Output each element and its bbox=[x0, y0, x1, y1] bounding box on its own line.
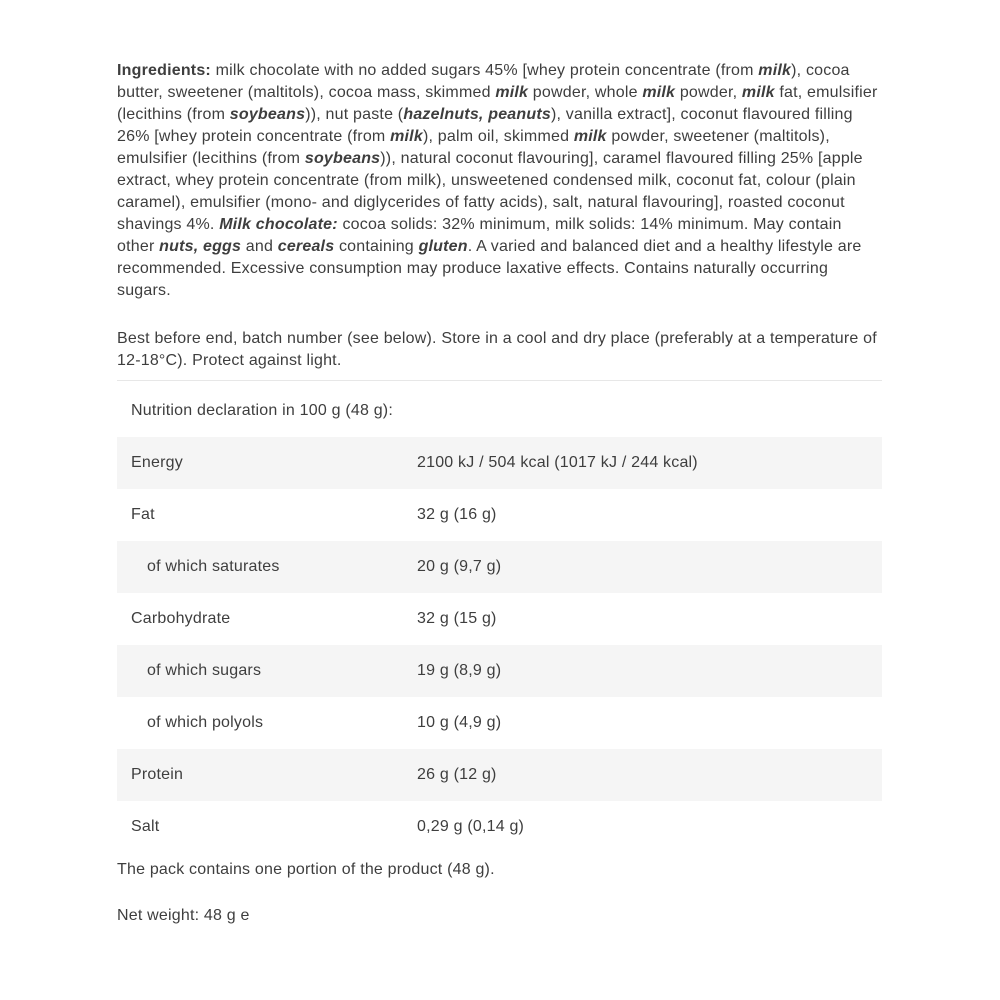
nutrient-label: Carbohydrate bbox=[131, 610, 231, 627]
text-segment: milk bbox=[758, 62, 792, 79]
text-segment: milk bbox=[390, 128, 423, 145]
text-segment: ), cocoa butter, sweetener (maltitols), cocoa mass, skimmed bbox=[117, 62, 850, 101]
text-segment: nuts, eggs bbox=[159, 238, 242, 255]
nutrition-section bbox=[117, 380, 882, 853]
table-row-protein bbox=[117, 749, 882, 801]
ingredients-paragraph bbox=[117, 60, 882, 302]
net-weight: Net weight: 48 g e bbox=[117, 907, 250, 924]
text-segment: Ingredients: bbox=[117, 62, 211, 79]
text-segment: and bbox=[241, 238, 278, 255]
nutrient-value: 10 g (4,9 g) bbox=[417, 714, 502, 731]
nutrient-label: Fat bbox=[131, 506, 155, 523]
nutrient-value: 19 g (8,9 g) bbox=[417, 662, 502, 679]
nutrient-value: 32 g (15 g) bbox=[417, 610, 497, 627]
nutrient-value: 0,29 g (0,14 g) bbox=[417, 818, 525, 835]
text-segment: soybeans bbox=[304, 150, 381, 167]
nutrient-value: 32 g (16 g) bbox=[417, 506, 497, 523]
text-segment: milk chocolate with no added sugars 45% [whey protein concentrate (from bbox=[210, 62, 759, 79]
nutrient-label: Energy bbox=[131, 454, 183, 471]
nutrient-label: Protein bbox=[131, 766, 184, 783]
table-row-polyols bbox=[117, 697, 882, 749]
nutrient-value: 20 g (9,7 g) bbox=[417, 558, 502, 575]
text-segment: containing bbox=[334, 238, 419, 255]
text-segment: milk bbox=[495, 84, 529, 101]
text-segment: cereals bbox=[277, 238, 335, 255]
text-segment: Milk chocolate: bbox=[219, 216, 338, 233]
nutrient-value: 26 g (12 g) bbox=[417, 766, 497, 783]
text-segment: milk bbox=[573, 128, 607, 145]
table-row-saturates bbox=[117, 541, 882, 593]
table-row-energy bbox=[117, 437, 882, 489]
text-segment: )), nut paste ( bbox=[305, 106, 404, 123]
table-row-carbohydrate bbox=[117, 593, 882, 645]
text-segment: milk bbox=[741, 84, 775, 101]
portion-note: The pack contains one portion of the product (48 g). bbox=[117, 861, 495, 878]
text-segment: cocoa solids: 32% minimum, milk solids: 14% minimum. May contain other bbox=[117, 216, 842, 255]
text-segment: hazelnuts, peanuts bbox=[403, 106, 551, 123]
text-segment: milk bbox=[642, 84, 676, 101]
nutrition-table-title: Nutrition declaration in 100 g (48 g): bbox=[117, 380, 882, 437]
text-segment: )), natural coconut flavouring], caramel flavoured filling 25% [apple extract, whey protein concentrate (from milk), unsweetened condensed milk, coconut fat, colour (plain caramel), emulsifier (mono- and diglycerides of fatty acids), salt, natural flavouring], roasted coconut shavings 4%. bbox=[117, 150, 863, 233]
nutrient-label: of which saturates bbox=[147, 558, 280, 575]
text-segment: powder, whole bbox=[528, 84, 643, 101]
table-row-salt bbox=[117, 801, 882, 853]
text-segment: gluten bbox=[418, 238, 468, 255]
text-segment: soybeans bbox=[229, 106, 306, 123]
text-segment: powder, bbox=[675, 84, 742, 101]
nutrient-label: Salt bbox=[131, 818, 160, 835]
label-content bbox=[117, 60, 882, 927]
text-segment: fat, emulsifier (lecithins (from bbox=[117, 84, 878, 123]
storage-instructions: Best before end, batch number (see below). Store in a cool and dry place (preferably at a temperature of 12-18°C). Protect against light. bbox=[117, 330, 877, 369]
nutrient-value: 2100 kJ / 504 kcal (1017 kJ / 244 kcal) bbox=[417, 454, 698, 471]
text-segment: ), vanilla extract], coconut flavoured filling 26% [whey protein concentrate (from bbox=[117, 106, 853, 145]
table-row-fat bbox=[117, 489, 882, 541]
text-segment: ), palm oil, skimmed bbox=[422, 128, 574, 145]
table-row-sugars bbox=[117, 645, 882, 697]
nutrition-table bbox=[117, 437, 882, 853]
nutrient-label: of which polyols bbox=[147, 714, 264, 731]
text-segment: . A varied and balanced diet and a healthy lifestyle are recommended. Excessive consumption may produce laxative effects. Contains naturally occurring sugars. bbox=[117, 238, 862, 299]
text-segment: powder, sweetener (maltitols), emulsifier (lecithins (from bbox=[117, 128, 830, 167]
nutrient-label: of which sugars bbox=[147, 662, 262, 679]
